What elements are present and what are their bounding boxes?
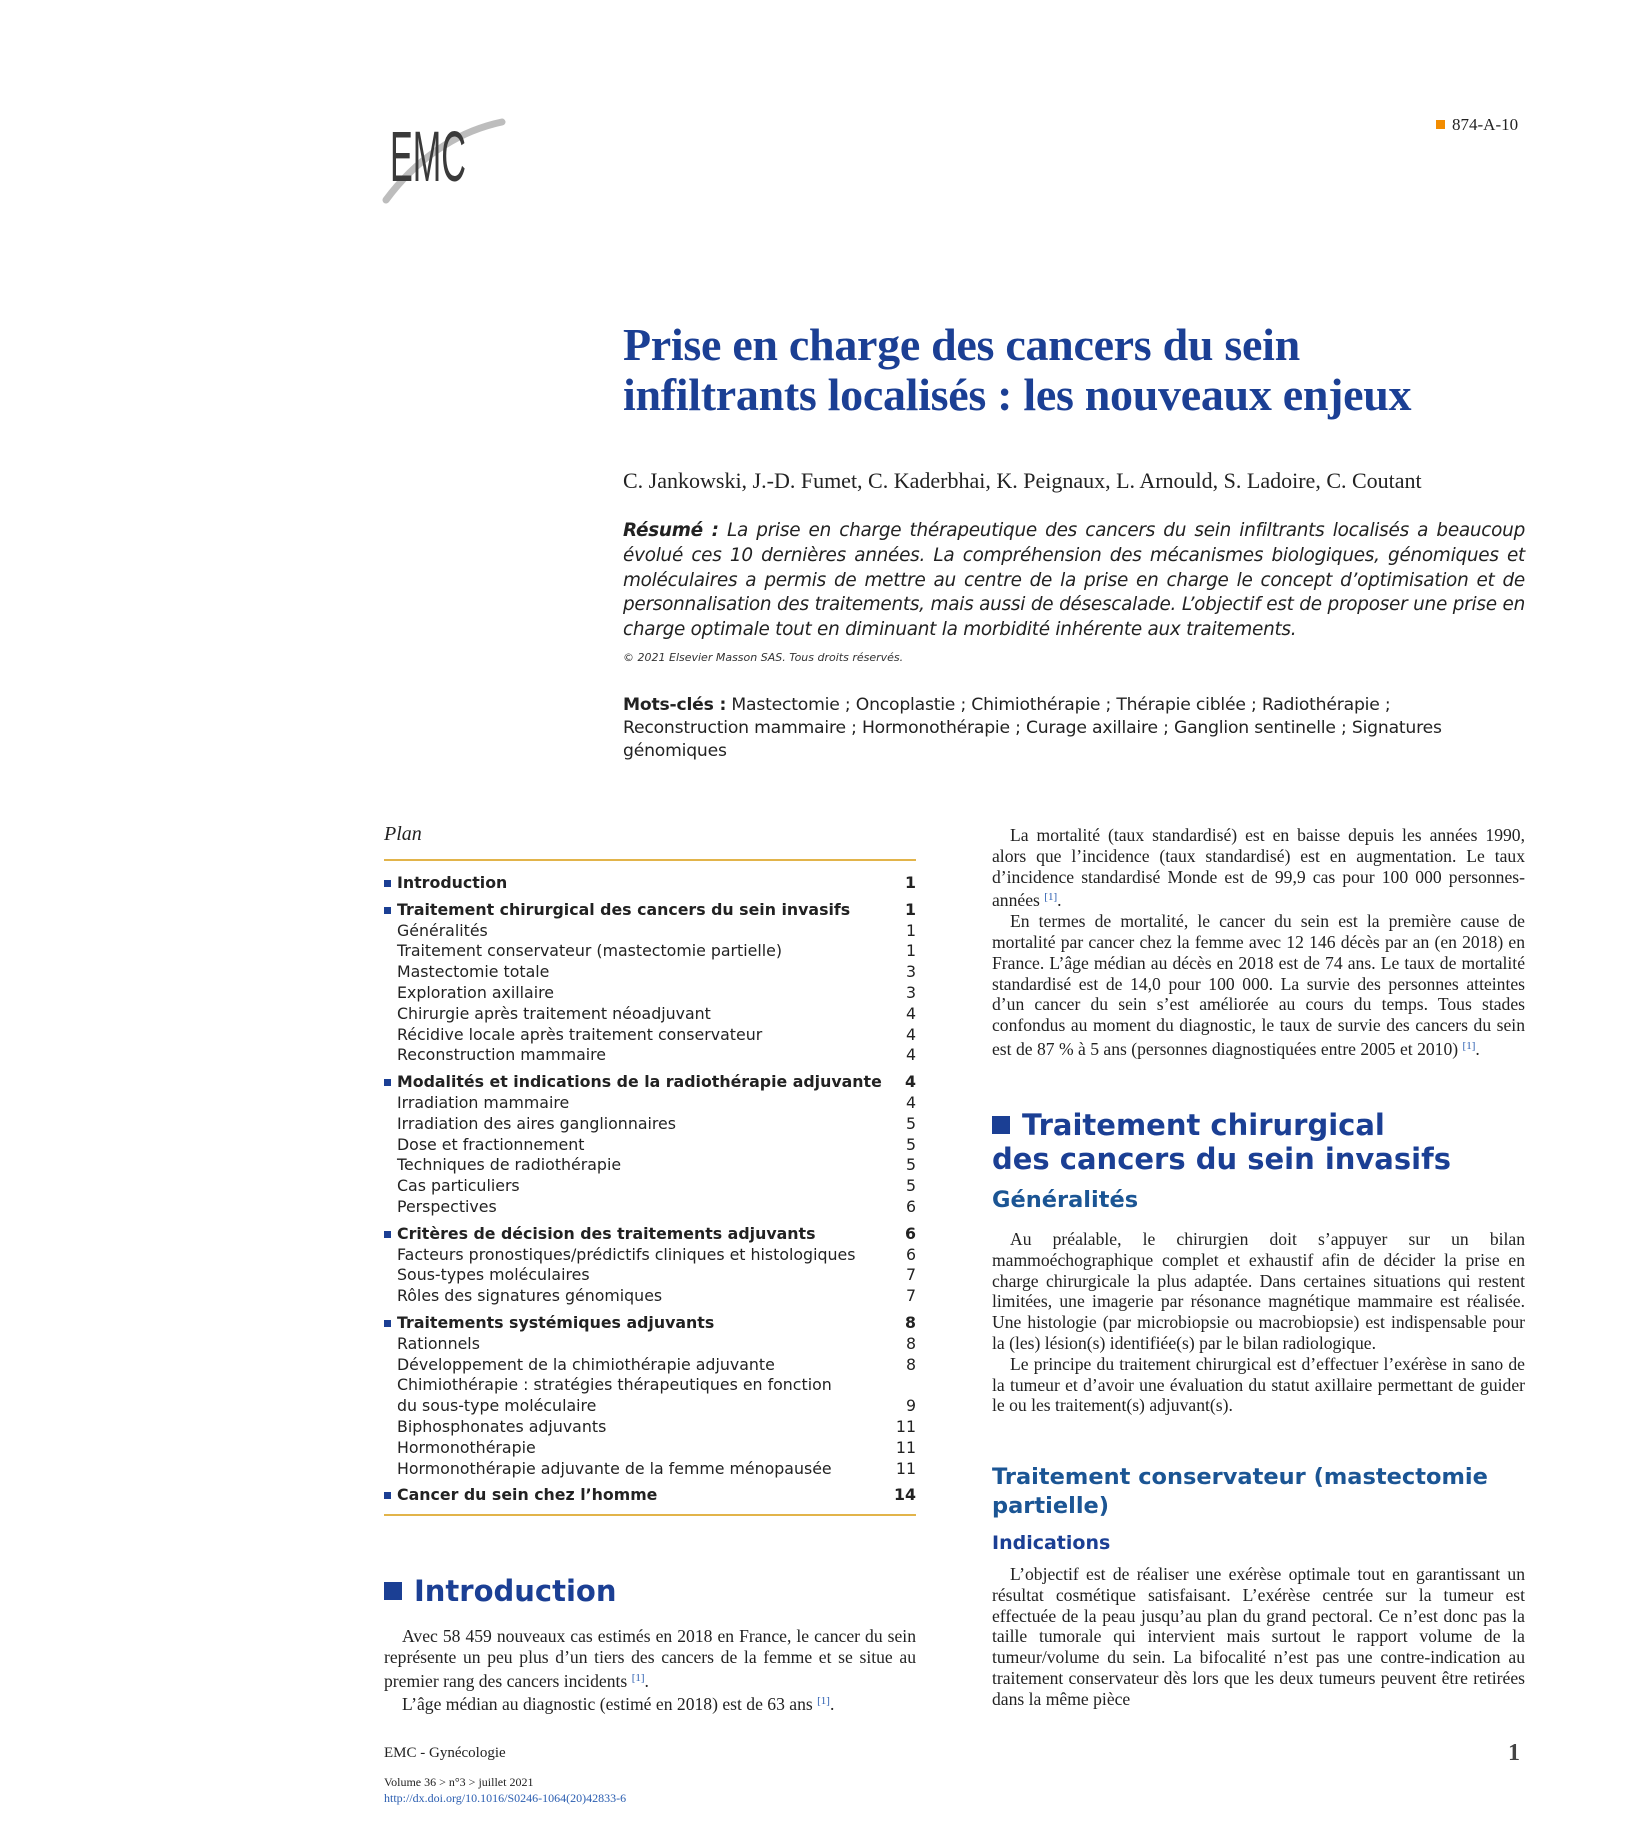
paragraph-text: Avec 58 459 nouveaux cas estimés en 2018 en France, le cancer du sein représente un peu plus d’un tiers des cancers de la femme et se situe au premier rang des cancers incidents [384, 1626, 916, 1691]
title-line-1: Prise en charge des cancers du sein [623, 319, 1300, 370]
toc-item-label: Reconstruction mammaire [397, 1045, 607, 1065]
toc-item-label: Cas particuliers [397, 1176, 520, 1196]
toc-item[interactable] [384, 962, 916, 983]
toc-item[interactable] [384, 1417, 916, 1438]
toc-item-label: Perspectives [397, 1196, 497, 1216]
plan-title: Plan [384, 823, 422, 845]
surgery-heading-line-2: des cancers du sein invasifs [992, 1142, 1451, 1176]
toc-item[interactable] [384, 1197, 916, 1218]
toc-item[interactable] [384, 1438, 916, 1459]
indications-text [992, 1564, 1525, 1710]
toc-page-number: 7 [905, 1265, 916, 1285]
toc-section[interactable] [384, 1224, 916, 1245]
toc-page-number: 11 [895, 1416, 916, 1436]
toc-section[interactable] [384, 873, 916, 894]
toc-section-label: Cancer du sein chez l’homme [384, 1485, 657, 1506]
toc-section[interactable] [384, 1485, 916, 1506]
toc-item[interactable] [384, 1355, 916, 1376]
doi-link[interactable]: http://dx.doi.org/10.1016/S0246-1064(20)42833-6 [384, 1791, 627, 1805]
toc-page-number: 4 [905, 1024, 916, 1044]
title-line-2: infiltrants localisés : les nouveaux enjeux [623, 369, 1412, 420]
keywords-label: Mots-clés : [623, 695, 727, 715]
toc-page-number: 8 [905, 1333, 916, 1353]
toc-page-number: 4 [905, 1072, 916, 1092]
article-title [623, 320, 1523, 420]
reference-link[interactable]: [1] [1044, 891, 1058, 904]
toc-page-number: 4 [905, 1003, 916, 1023]
toc-item-label: Récidive locale après traitement conservateur [397, 1024, 763, 1044]
toc-item-label: Rôles des signatures génomiques [397, 1286, 663, 1306]
toc-item[interactable] [384, 1093, 916, 1114]
blue-square-icon [992, 1116, 1010, 1134]
toc-item-label: Rationnels [397, 1333, 480, 1353]
toc-page-number: 4 [905, 1045, 916, 1065]
toc-item-label: Hormonothérapie [397, 1437, 536, 1457]
introduction-heading-text: Introduction [414, 1574, 617, 1608]
toc-item-label: Dose et fractionnement [397, 1134, 585, 1154]
toc-page-number: 9 [905, 1396, 916, 1416]
keywords-line-2: Reconstruction mammaire ; Hormonothérapie ; Curage axillaire ; Ganglion sentinelle ; Signatures génomiques [623, 718, 1442, 761]
toc-section-label: Introduction [384, 873, 507, 894]
toc-page-number: 1 [905, 920, 916, 940]
toc-item[interactable] [384, 941, 916, 962]
authors: C. Jankowski, J.-D. Fumet, C. Kaderbhai, K. Peignaux, L. Arnould, S. Ladoire, C. Coutant [623, 468, 1422, 493]
conservative-heading-line-2: partielle) [992, 1493, 1110, 1519]
toc-item[interactable] [384, 1114, 916, 1135]
toc-page-number: 14 [894, 1485, 916, 1505]
toc-item-label: Chirurgie après traitement néoadjuvant [397, 1003, 711, 1023]
orange-square-icon [1436, 120, 1445, 129]
toc-page-number: 8 [905, 1354, 916, 1374]
abstract-label: Résumé : [623, 520, 719, 541]
toc-item[interactable] [384, 1286, 916, 1307]
reference-link[interactable]: [1] [1462, 1039, 1476, 1052]
toc-section-label: Traitement chirurgical des cancers du sein invasifs [384, 900, 850, 921]
introduction-text-continued [992, 825, 1525, 1060]
toc-item-label: Généralités [397, 920, 488, 940]
toc-page-number: 1 [905, 899, 916, 919]
plan-top-rule [384, 859, 916, 861]
toc-item[interactable] [384, 1334, 916, 1355]
paragraph-text: La mortalité (taux standardisé) est en baisse depuis les années 1990, alors que l’incidence (taux standardisé) est en augmentation. Le taux d’incidence standardisé Monde est de 99,9 cas pour 100 000 personnes-années [992, 825, 1525, 911]
toc-page-number: 7 [905, 1286, 916, 1306]
table-of-contents [384, 873, 916, 1506]
conservative-heading-line-1: Traitement conservateur (mastectomie [992, 1464, 1488, 1490]
toc-item-label: Sous-types moléculaires [397, 1265, 590, 1285]
toc-page-number: 1 [905, 873, 916, 892]
toc-item-label: Chimiothérapie : stratégies thérapeutiques en fonction du sous-type moléculaire [397, 1375, 832, 1416]
introduction-text [384, 1626, 916, 1715]
paragraph-text: L’âge médian au diagnostic (estimé en 2018) est de 63 ans [402, 1694, 813, 1715]
surgery-heading [992, 1108, 1525, 1176]
toc-page-number: 6 [905, 1244, 916, 1264]
generalites-heading: Généralités [992, 1187, 1139, 1213]
abstract-text: La prise en charge thérapeutique des cancers du sein infiltrants localisés a beaucoup évolué ces 10 dernières années. La compréhension des mécanismes biologiques, génomiques et moléculaires a permis de mettre au centre de la prise en charge le concept d’optimisation et de personnalisation des traitements, mais aussi de désescalade. L’objectif est de proposer une prise en charge optimale tout en diminuant la morbidité inhérente aux traitements. [623, 520, 1525, 641]
paragraph: L’âge médian au diagnostic (estimé en 2018) est de 63 ans [1]. [402, 1694, 835, 1715]
paragraph: Le principe du traitement chirurgical est d’effectuer l’exérèse in sano de la tumeur et d’avoir une évaluation du statut axillaire permettant de guider le ou les traitement(s) adjuvant(s). [992, 1353, 1525, 1416]
toc-item[interactable] [384, 1135, 916, 1156]
toc-page-number: 3 [905, 982, 916, 1002]
keywords [623, 694, 1533, 763]
plan-bottom-rule [384, 1514, 916, 1516]
toc-item[interactable] [384, 1004, 916, 1025]
toc-page-number: 8 [905, 1312, 916, 1332]
toc-page-number: 3 [905, 962, 916, 982]
paragraph: Avec 58 459 nouveaux cas estimés en 2018 en France, le cancer du sein représente un peu plus d’un tiers des cancers de la femme et se situe au premier rang des cancers incidents [1]. [384, 1626, 916, 1691]
generalites-text [992, 1229, 1525, 1416]
article-code-text: 874-A-10 [1452, 115, 1519, 134]
abstract [623, 519, 1525, 643]
paragraph-text: En termes de mortalité, le cancer du sein est la première cause de mortalité par cancer chez la femme avec 12 146 décès par an (en 2018) en France. L’âge médian au décès en 2018 est de 74 ans. Le taux de mortalité standardisé est de 14,0 pour 100 000. La survie des personnes atteintes d’un cancer du sein s’est améliorée au cours du temps. Tous stades confondus au moment du diagnostic, le taux de survie des cancers du sein est de 87 % à 5 ans (personnes diagnostiquées entre 2005 et 2010) [992, 911, 1525, 1059]
copyright: © 2021 Elsevier Masson SAS. Tous droits réservés. [623, 651, 904, 664]
surgery-heading-line-1: Traitement chirurgical [1022, 1108, 1385, 1142]
reference-link[interactable]: [1] [817, 1695, 830, 1708]
toc-item[interactable] [384, 1176, 916, 1197]
article-code [1436, 115, 1518, 135]
toc-section[interactable] [384, 1072, 916, 1093]
toc-section[interactable] [384, 1313, 916, 1334]
toc-page-number: 5 [905, 1176, 916, 1196]
toc-item[interactable] [384, 1375, 916, 1417]
toc-page-number: 6 [905, 1196, 916, 1216]
toc-item-label: Mastectomie totale [397, 962, 550, 982]
toc-item-label: Biphosphonates adjuvants [397, 1416, 607, 1436]
paragraph: La mortalité (taux standardisé) est en baisse depuis les années 1990, alors que l’incidence (taux standardisé) est en augmentation. Le taux d’incidence standardisé Monde est de 99,9 cas pour 100 000 personnes-années [1]. [992, 825, 1525, 911]
emc-logo [384, 112, 504, 204]
reference-link[interactable]: [1] [631, 1671, 645, 1684]
toc-item[interactable] [384, 1245, 916, 1266]
toc-item-label: Irradiation mammaire [397, 1092, 570, 1112]
toc-page-number: 5 [905, 1113, 916, 1133]
toc-page-number: 11 [895, 1437, 916, 1457]
introduction-heading [384, 1574, 617, 1608]
toc-item-label: Traitement conservateur (mastectomie partielle) [397, 941, 783, 961]
toc-page-number: 5 [905, 1134, 916, 1154]
page-number: 1 [1508, 1740, 1520, 1766]
toc-item[interactable] [384, 1025, 916, 1046]
journal-name: EMC - Gynécologie [384, 1745, 506, 1761]
paragraph: L’objectif est de réaliser une exérèse optimale tout en garantissant un résultat cosmétique satisfaisant. L’exérèse centrée sur la tumeur est effectuée de la peau jusqu’au plan du grand pectoral. Ce n’est donc pas la taille tumorale qui intervient mais surtout le rapport volume de la tumeur/volume du sein. La bifocalité n’est pas une contre-indication au traitement conservateur dès lors que les deux tumeurs peuvent être retirées dans la même pièce [992, 1564, 1525, 1709]
logo-text: EMC [390, 118, 466, 198]
toc-item-label: Techniques de radiothérapie [397, 1155, 622, 1175]
toc-item[interactable] [384, 1459, 916, 1480]
toc-section-label: Critères de décision des traitements adjuvants [384, 1224, 815, 1245]
indications-heading: Indications [992, 1532, 1111, 1554]
keywords-line-1: Mastectomie ; Oncoplastie ; Chimiothérapie ; Thérapie ciblée ; Radiothérapie ; [731, 695, 1391, 715]
toc-item-label: Irradiation des aires ganglionnaires [397, 1113, 676, 1133]
toc-item[interactable] [384, 983, 916, 1004]
toc-section-label: Modalités et indications de la radiothérapie adjuvante [384, 1072, 882, 1093]
toc-item-label: Hormonothérapie adjuvante de la femme ménopausée [397, 1458, 832, 1478]
toc-page-number: 4 [905, 1092, 916, 1112]
toc-item[interactable] [384, 1045, 916, 1066]
volume-info: Volume 36 > n°3 > juillet 2021 [384, 1775, 534, 1789]
paragraph: En termes de mortalité, le cancer du sein est la première cause de mortalité par cancer chez la femme avec 12 146 décès par an (en 2018) en France. L’âge médian au décès en 2018 est de 74 ans. Le taux de mortalité standardisé est de 14,0 pour 100 000. La survie des personnes atteintes d’un cancer du sein s’est améliorée au cours du temps. Tous stades confondus au moment du diagnostic, le taux de survie des cancers du sein est de 87 % à 5 ans (personnes diagnostiquées entre 2005 et 2010) [1]. [992, 911, 1525, 1059]
conservative-treatment-heading [992, 1463, 1525, 1521]
toc-item-label: Développement de la chimiothérapie adjuvante [397, 1354, 775, 1374]
toc-page-number: 5 [905, 1155, 916, 1175]
toc-section[interactable] [384, 900, 916, 921]
toc-item-label: Facteurs pronostiques/prédictifs cliniques et histologiques [397, 1244, 856, 1264]
toc-item-label: Exploration axillaire [397, 982, 554, 1002]
blue-square-icon [384, 1582, 402, 1600]
toc-item[interactable] [384, 1265, 916, 1286]
toc-section-label: Traitements systémiques adjuvants [384, 1313, 714, 1334]
toc-item[interactable] [384, 1155, 916, 1176]
toc-page-number: 11 [895, 1458, 916, 1478]
toc-item[interactable] [384, 921, 916, 942]
toc-page-number: 6 [905, 1223, 916, 1243]
paragraph: Au préalable, le chirurgien doit s’appuyer sur un bilan mammoéchographique complet et exhaustif afin de décider la prise en charge chirurgicale la plus adaptée. Dans certaines situations qui restent limitées, une imagerie par résonance magnétique mammaire est réalisée. Une histologie (par microbiopsie ou macrobiopsie) est indispensable pour la (les) lésion(s) identifiée(s) par le bilan radiologique. [992, 1229, 1525, 1353]
toc-page-number: 1 [905, 941, 916, 961]
